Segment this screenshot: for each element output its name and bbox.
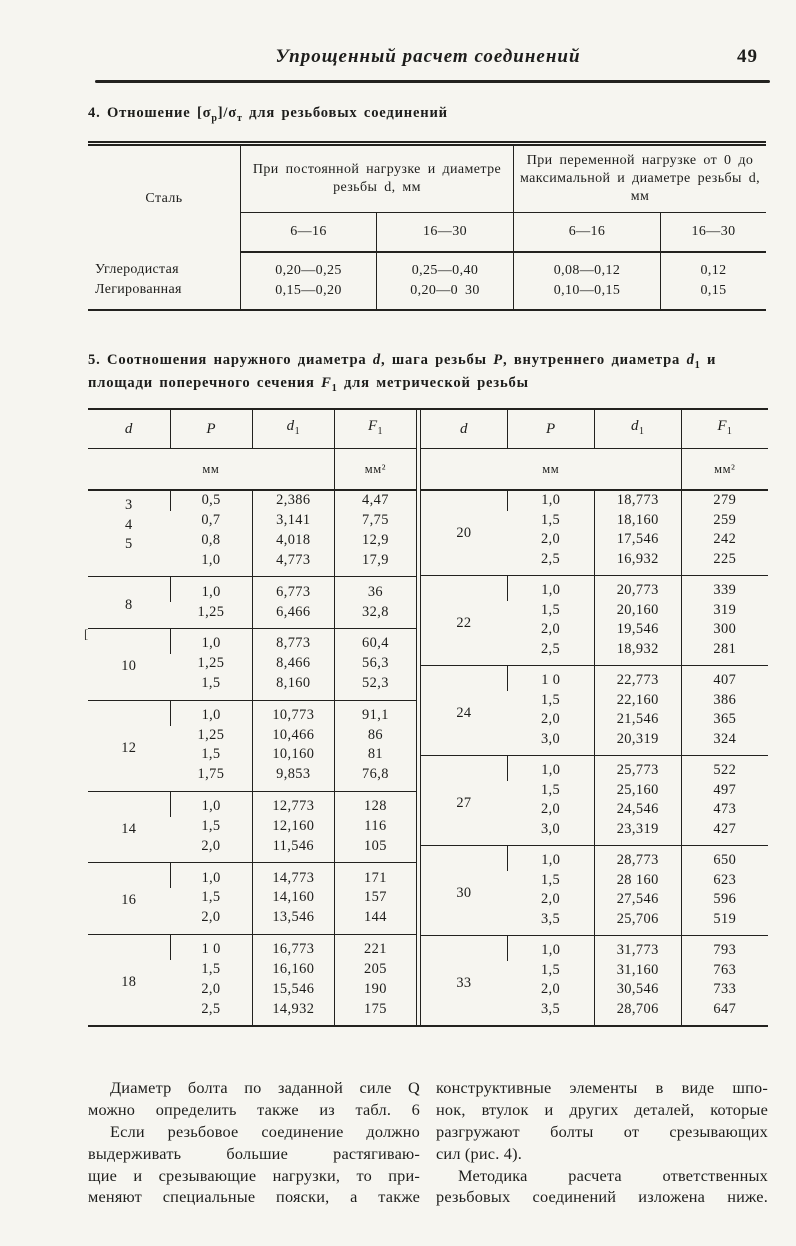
table-cell: 2,0 <box>540 801 561 818</box>
table-cell: 30,546 <box>594 980 681 1000</box>
table-cell: 3,141 <box>252 511 334 531</box>
running-head <box>88 46 768 72</box>
table-cell: 2,0 <box>540 621 561 638</box>
table-cell: 18,932 <box>594 640 681 666</box>
table-cell: 6,773 <box>252 577 334 602</box>
table-cell <box>514 252 661 310</box>
table-row <box>88 629 417 654</box>
table-row <box>421 756 769 781</box>
diameter-cell: 30 <box>421 846 508 936</box>
table-cell: 171 <box>334 863 416 888</box>
table-cell: 2,0 <box>201 909 221 926</box>
table-cell: 4,47 <box>334 490 416 511</box>
table-cell: 18,160 <box>594 511 681 531</box>
table-cell: 52,3 <box>334 674 416 700</box>
table-cell: 225 <box>681 550 768 576</box>
text-column-right <box>436 1077 768 1208</box>
text-line: Диаметр болта по заданной силе Q <box>110 1078 420 1098</box>
text-line: Если резьбовое соединение должно <box>110 1121 420 1141</box>
table-cell: 2,5 <box>540 640 561 657</box>
column-header: d <box>421 410 508 449</box>
table-row <box>421 410 769 449</box>
table-cell: 1 0 <box>170 934 252 959</box>
table-cell: 1,5 <box>540 691 561 708</box>
table-cell: 19,546 <box>594 620 681 640</box>
table-cell: 242 <box>681 530 768 550</box>
header-rule <box>95 80 770 83</box>
title-segment: 1 <box>694 359 701 371</box>
table-cell: 1,0 <box>201 551 221 568</box>
table-cell: 324 <box>681 730 768 756</box>
column-header: $F_1$ <box>681 410 768 449</box>
table-row <box>88 934 417 959</box>
table-cell: 16,932 <box>594 550 681 576</box>
table-cell: 1,5 <box>540 601 561 618</box>
diameter-cell: 33 <box>421 936 508 1026</box>
range-header: 6—16 <box>241 212 377 252</box>
metric-table-left-half <box>88 410 417 1025</box>
title-segment: 4. Отношение <box>88 104 197 121</box>
diameter-cell: 12 <box>88 700 170 791</box>
table-cell: 522 <box>681 756 768 781</box>
page-number: 49 <box>737 46 758 67</box>
title-segment: d <box>686 351 695 368</box>
table-cell: 2,386 <box>252 490 334 511</box>
steel-names-cell <box>88 252 241 310</box>
table-cell: 14,773 <box>252 863 334 888</box>
range-header: 16—30 <box>377 212 514 252</box>
table-cell: 2,0 <box>201 980 221 997</box>
page-title: Упрощенный расчет соединений <box>275 46 581 67</box>
table-cell: 1,0 <box>170 700 252 725</box>
table-row <box>88 490 417 511</box>
table-sigma-ratio <box>88 141 766 311</box>
table-cell: 157 <box>334 888 416 908</box>
title-segment: F <box>321 375 332 392</box>
table-cell: 4,018 <box>252 531 334 551</box>
body-text <box>88 1077 768 1208</box>
table-row <box>421 936 769 961</box>
table-cell: 1,0 <box>507 490 594 511</box>
title-segment: , шага резьбы <box>381 351 494 368</box>
table-cell: 3,0 <box>540 820 561 837</box>
table-cell: 1,75 <box>197 766 225 783</box>
text-line: нок, втулок и других деталей, которые <box>436 1100 768 1120</box>
steel-name: Легированная <box>95 282 182 297</box>
table-cell: 7,75 <box>334 511 416 531</box>
table-cell: 2,0 <box>540 891 561 908</box>
table-cell: 427 <box>681 820 768 846</box>
value: 0,08—0,12 <box>553 262 621 278</box>
value: 0,25—0,40 <box>411 262 479 278</box>
diameter-cell: 16 <box>88 863 170 934</box>
table-cell: 76,8 <box>334 765 416 791</box>
table-cell: 0,8 <box>201 531 221 548</box>
title-segment: 1 <box>331 383 338 395</box>
metric-thread-table <box>88 408 768 1027</box>
table5-title <box>88 351 762 399</box>
table-cell: 25,160 <box>594 781 681 801</box>
table-cell: 1,5 <box>540 511 561 528</box>
table-cell: 1,0 <box>507 576 594 601</box>
table-cell: 18,773 <box>594 490 681 511</box>
table-cell: 24,546 <box>594 800 681 820</box>
table-row <box>88 252 766 310</box>
table-cell: 16,773 <box>252 934 334 959</box>
table-cell: 386 <box>681 691 768 711</box>
table-row <box>421 666 769 691</box>
table-cell: 105 <box>334 837 416 863</box>
table-cell: 25,773 <box>594 756 681 781</box>
title-segment: ]/σ <box>217 104 238 121</box>
table-row <box>88 410 417 449</box>
diameter-cell: 3 4 5 <box>125 497 133 553</box>
table-cell: 20,319 <box>594 730 681 756</box>
table-cell: 116 <box>334 817 416 837</box>
table-cell: 1,5 <box>201 817 221 834</box>
value: 0,15—0,20 <box>275 282 342 298</box>
table-cell: 1,25 <box>197 603 225 620</box>
table-cell: 28,773 <box>594 846 681 871</box>
table-cell: 259 <box>681 511 768 531</box>
table-cell: 2,0 <box>540 981 561 998</box>
table-cell: 10,773 <box>252 700 334 725</box>
table-cell: 3,5 <box>540 910 561 927</box>
table-cell: 1,25 <box>197 726 225 743</box>
table-cell: 15,546 <box>252 979 334 999</box>
value: 0,12 <box>700 262 727 278</box>
table-cell: 81 <box>334 745 416 765</box>
table-row <box>88 577 417 602</box>
table-cell: 3,5 <box>540 1000 561 1017</box>
table-cell: 22,773 <box>594 666 681 691</box>
table-cell: 1,25 <box>197 655 225 672</box>
table-cell: 365 <box>681 710 768 730</box>
table-cell: 21,546 <box>594 710 681 730</box>
table-cell: 20,160 <box>594 601 681 621</box>
scan-artifact: [ <box>84 626 89 641</box>
table-cell: 0,5 <box>170 490 252 511</box>
table-cell: 190 <box>334 979 416 999</box>
table-cell: 56,3 <box>334 654 416 674</box>
text-column-left <box>88 1077 420 1208</box>
table-cell: 279 <box>681 490 768 511</box>
table-cell: 339 <box>681 576 768 601</box>
table-cell: 10,466 <box>252 726 334 746</box>
table-cell <box>661 252 767 310</box>
table-cell: 1,0 <box>507 846 594 871</box>
table-cell: 8,466 <box>252 654 334 674</box>
title-segment: и площади поперечного сечения <box>88 351 717 392</box>
table-cell: 144 <box>334 908 416 934</box>
table-cell: 2,0 <box>540 531 561 548</box>
table-cell: 12,773 <box>252 791 334 816</box>
table-row <box>421 576 769 601</box>
value: 0,20—0,25 <box>275 262 342 278</box>
table-cell: 4,773 <box>252 551 334 577</box>
table-cell: 8,773 <box>252 629 334 654</box>
table-cell: 2,0 <box>201 837 221 854</box>
table-cell: 623 <box>681 871 768 891</box>
table-cell: 36 <box>334 577 416 602</box>
table-cell: 2,5 <box>201 1000 221 1017</box>
table-cell: 17,546 <box>594 530 681 550</box>
column-header: $F_1$ <box>334 410 416 449</box>
table-cell: 9,853 <box>252 765 334 791</box>
range-header: 16—30 <box>661 212 767 252</box>
diameter-cell: 24 <box>421 666 508 756</box>
unit-label: мм <box>421 449 682 491</box>
title-segment: , внутреннего диаметра <box>502 351 687 368</box>
text-line: щие и срезывающие нагрузки, то при- <box>88 1165 420 1185</box>
text-line: разгружают болты от срезывающих <box>436 1121 768 1141</box>
col-header-variable-load: При переменной нагрузке от 0 до максимальной и диаметре резьбы d, мм <box>514 143 767 212</box>
table-cell: 1,0 <box>170 791 252 816</box>
col-header-constant-load: При постоянной нагрузке и диаметре резьбы d, мм <box>241 143 514 212</box>
column-header: P <box>170 410 252 449</box>
table-row <box>88 863 417 888</box>
value: 0,10—0,15 <box>553 282 621 298</box>
value: 0,15 <box>700 282 727 298</box>
steel-name: Углеродистая <box>95 262 179 277</box>
table-cell: 1,0 <box>170 577 252 602</box>
table-cell: 473 <box>681 800 768 820</box>
text-line: резьбовых соединений изложена ниже. <box>436 1187 768 1207</box>
table-cell: 17,9 <box>334 551 416 577</box>
table-cell: 221 <box>334 934 416 959</box>
diameter-cell: 18 <box>88 934 170 1025</box>
table-cell: 1,0 <box>170 629 252 654</box>
table-cell: 13,546 <box>252 908 334 934</box>
table-cell: 763 <box>681 961 768 981</box>
diameter-cell: 14 <box>88 791 170 862</box>
table-cell: 1,5 <box>540 781 561 798</box>
table-row <box>421 449 769 491</box>
diameter-cell: 20 <box>456 524 472 541</box>
title-segment: d <box>372 351 382 368</box>
table-cell: 6,466 <box>252 602 334 628</box>
table-cell: 1,0 <box>170 863 252 888</box>
unit-label: мм <box>88 449 334 491</box>
table-cell: 28 160 <box>594 871 681 891</box>
table-cell <box>241 252 377 310</box>
diameter-cell: 8 <box>88 577 170 629</box>
diameter-cell: 10 <box>88 629 170 700</box>
table-cell: 407 <box>681 666 768 691</box>
table-cell: 205 <box>334 960 416 980</box>
text-line: выдерживать большие растягиваю- <box>88 1143 420 1163</box>
diameter-cell: 22 <box>421 576 508 666</box>
table-cell: 1,5 <box>201 746 221 763</box>
title-segment: [σ <box>196 104 212 121</box>
table-cell: 319 <box>681 601 768 621</box>
table-cell: 12,160 <box>252 817 334 837</box>
table-cell: 1,5 <box>201 889 221 906</box>
table-cell: 22,160 <box>594 691 681 711</box>
table-row <box>421 490 769 511</box>
column-header: $d_1$ <box>252 410 334 449</box>
table-row <box>421 846 769 871</box>
text-line: конструктивные элементы в виде шпо- <box>436 1078 768 1098</box>
col-header-steel: Сталь <box>88 143 241 252</box>
table-cell: 14,160 <box>252 888 334 908</box>
table-cell: 733 <box>681 980 768 1000</box>
table-row <box>88 791 417 816</box>
table-cell: 519 <box>681 910 768 936</box>
table-cell: 1,5 <box>540 871 561 888</box>
table-cell: 12,9 <box>334 531 416 551</box>
text-line: сил (рис. 4). <box>436 1143 523 1163</box>
title-segment: р <box>211 112 218 124</box>
column-header: $d_1$ <box>594 410 681 449</box>
table-cell: 3,0 <box>540 730 561 747</box>
table-cell: 27,546 <box>594 890 681 910</box>
table-row <box>88 700 417 725</box>
value: 0,20—0 30 <box>410 282 480 298</box>
table-cell: 31,773 <box>594 936 681 961</box>
column-header: d <box>88 410 170 449</box>
title-segment: т <box>237 112 243 124</box>
table-row <box>88 449 417 491</box>
table4-title <box>88 104 762 128</box>
unit-label: мм² <box>681 449 768 491</box>
table-cell: 2,5 <box>540 550 561 567</box>
table-cell: 300 <box>681 620 768 640</box>
table-cell: 28,706 <box>594 1000 681 1026</box>
table-cell: 16,160 <box>252 960 334 980</box>
table-cell: 60,4 <box>334 629 416 654</box>
column-header: P <box>507 410 594 449</box>
diameter-cell: 27 <box>421 756 508 846</box>
table-cell: 20,773 <box>594 576 681 601</box>
table-cell <box>377 252 514 310</box>
table-cell: 175 <box>334 999 416 1025</box>
table-cell: 281 <box>681 640 768 666</box>
table-cell: 25,706 <box>594 910 681 936</box>
table-cell: 11,546 <box>252 837 334 863</box>
text-line: можно определить также из табл. 6 <box>88 1100 420 1120</box>
table-cell: 1,0 <box>507 936 594 961</box>
table-cell: 86 <box>334 726 416 746</box>
table-cell: 14,932 <box>252 999 334 1025</box>
table-cell: 596 <box>681 890 768 910</box>
table-cell: 1,5 <box>540 961 561 978</box>
table-cell: 1,0 <box>507 756 594 781</box>
table-cell: 0,7 <box>201 512 221 529</box>
table-cell: 2,0 <box>540 711 561 728</box>
table-cell: 497 <box>681 781 768 801</box>
title-segment: для резьбовых соединений <box>242 104 448 121</box>
title-segment: P <box>493 351 503 368</box>
table-cell: 32,8 <box>334 602 416 628</box>
unit-label: мм² <box>334 449 416 491</box>
table-cell: 647 <box>681 1000 768 1026</box>
text-line: Методика расчета ответственных <box>458 1165 768 1185</box>
table-cell: 1,5 <box>201 960 221 977</box>
table-cell: 91,1 <box>334 700 416 725</box>
table-cell: 1,5 <box>201 674 221 691</box>
table-cell: 31,160 <box>594 961 681 981</box>
table-cell: 1 0 <box>507 666 594 691</box>
title-segment: для метрической резьбы <box>337 375 529 392</box>
range-header: 6—16 <box>514 212 661 252</box>
table-cell: 793 <box>681 936 768 961</box>
metric-table-right-half <box>420 410 768 1025</box>
table-cell: 128 <box>334 791 416 816</box>
table-row <box>88 143 766 212</box>
text-line: меняют специальные пояски, а также <box>88 1187 420 1207</box>
table-cell: 23,319 <box>594 820 681 846</box>
table-cell: 650 <box>681 846 768 871</box>
title-segment: 5. Соотношения наружного диаметра <box>88 351 373 368</box>
table-cell: 8,160 <box>252 674 334 700</box>
table-cell: 10,160 <box>252 745 334 765</box>
